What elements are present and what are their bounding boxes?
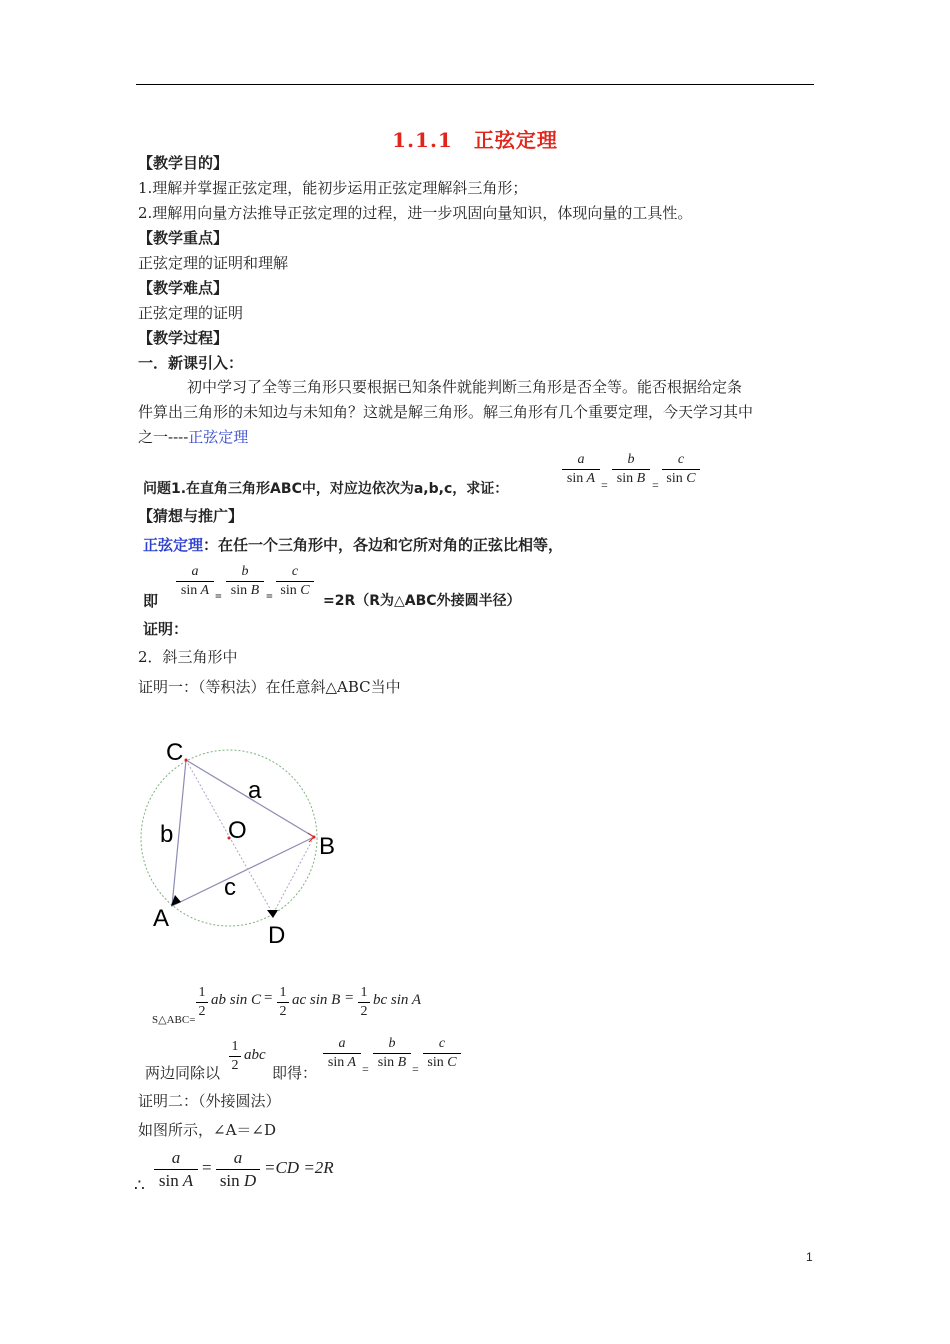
angle-letter: A [586,471,596,486]
page-title: 1.1.1 正弦定理 [392,128,558,152]
angle-letter: A [182,1171,194,1190]
equals-sign: = [345,990,354,1006]
intro-paragraph-line-1: 初中学习了全等三角形只要根据已知条件就能判断三角形是否全等。能否根据给定条 [187,378,743,396]
sin-label: sin [180,583,198,598]
fraction-c-over-sinC [662,452,700,487]
angle-letter: B [636,471,646,486]
sine-law-link-text: 正弦定理 [188,428,249,446]
ji-label: 即 [143,592,159,610]
fraction-one-half [196,985,208,1020]
point-c [185,759,188,762]
circumcircle-figure [140,730,340,950]
fraction-c-over-sinC [276,564,314,599]
numerator: 1 [231,1039,239,1054]
label-c: C [166,739,184,766]
angle-letter: C [447,1055,457,1070]
numerator: 1 [360,985,368,1000]
fraction-c-over-sinC [423,1036,461,1071]
angle-letter: A [347,1055,357,1070]
term-abc: abc [244,1047,266,1063]
numerator: b [388,1036,396,1051]
fraction-b-over-sinB [226,564,264,599]
theorem-text: ：在任一个三角形中，各边和它所对角的正弦比相等， [203,536,564,554]
fraction-b-over-sinB [373,1036,411,1071]
section-difficulty-heading: 【教学难点】 [138,279,229,297]
term-ac-sinB: ac sin B [292,992,341,1008]
fraction-a-over-sinA [562,452,600,487]
proof-one-heading: 证明一：（等积法）在任意斜△ABC当中 [138,678,401,696]
section-key-heading: 【教学重点】 [138,229,229,247]
divide-text: 两边同除以 [145,1064,221,1082]
guess-heading: 【猜想与推广】 [138,507,244,525]
numerator: b [241,564,249,579]
fraction-one-half [358,985,370,1020]
angle-letter: C [686,471,696,486]
fraction-a-over-sinA [176,564,214,599]
numerator: a [171,1148,181,1167]
angle-letter: B [250,583,260,598]
label-side-b: b [160,821,174,848]
sin-label: sin [230,583,248,598]
intro-paragraph-line-2: 件算出三角形的未知边与未知角？这就是解三角形。解三角形有几个重要定理，今天学习其中 [138,403,754,421]
fraction-b-over-sinB [612,452,650,487]
section-aim-heading: 【教学目的】 [138,154,229,172]
proof-two-heading: 证明二：（外接圆法） [138,1092,281,1110]
denominator: 2 [279,1004,287,1019]
section-process-heading: 【教学过程】 [138,329,229,347]
equals-sign: = [264,990,273,1006]
proof-heading: 证明： [143,620,189,638]
sin-label: sin [327,1055,345,1070]
denominator: 2 [198,1004,206,1019]
numerator: a [338,1036,346,1051]
denominator: 2 [231,1058,239,1073]
question-1: 问题1.在直角三角形ABC中，对应边依次为a,b,c，求证： [143,481,509,497]
cd-equals-2r: =CD =2R [264,1158,334,1177]
angle-letter: D [243,1171,257,1190]
area-label: S△ABC= [152,1014,196,1026]
numerator: c [291,564,299,579]
theorem-statement [143,534,563,555]
header-rule [136,84,814,85]
label-a: A [153,905,170,932]
angle-equality: 如图所示，∠A＝∠D [138,1121,276,1139]
equals-sign: = [266,589,273,603]
numerator: c [677,452,685,467]
theorem-name: 正弦定理 [143,536,204,554]
denominator: 2 [360,1004,368,1019]
sin-label: sin [566,471,584,486]
intro-paragraph-line-3 [138,426,248,447]
fraction-one-half [277,985,289,1020]
aim-item-2: 2.理解用向量方法推导正弦定理的过程，进一步巩固向量知识，体现向量的工具性。 [138,204,693,222]
aim-item-1: 1.理解并掌握正弦定理，能初步运用正弦定理解斜三角形； [138,179,528,197]
sin-label: sin [616,471,634,486]
therefore-symbol: ∴ [134,1176,145,1196]
page-number: 1 [806,1250,813,1264]
fraction-a-over-sinA [154,1148,198,1191]
oblique-heading: 2．斜三角形中 [138,648,238,666]
equals-sign: = [362,1062,369,1076]
difficulty-text: 正弦定理的证明 [138,304,244,322]
numerator: a [191,564,199,579]
angle-letter: C [300,583,310,598]
key-text: 正弦定理的证明和理解 [138,254,289,272]
equals-sign: = [652,478,659,492]
fraction-a-over-sinD [216,1148,260,1191]
circumradius-note: =2R（R为△ABC外接圆半径） [323,593,521,609]
term-bc-sinA: bc sin A [373,992,422,1008]
angle-letter: B [397,1055,407,1070]
sin-label: sin [377,1055,395,1070]
sin-label: sin [219,1171,240,1190]
label-side-a: a [248,777,262,804]
equals-sign: = [412,1062,419,1076]
segment-bd [273,837,314,914]
numerator: 1 [279,985,287,1000]
numerator: c [438,1036,446,1051]
intro-heading: 一．新课引入： [138,354,244,372]
label-b: B [319,833,336,860]
fraction-one-half [229,1039,241,1074]
intro-text-prefix: 之一---- [138,428,189,446]
label-side-c: c [224,874,236,901]
sin-label: sin [280,583,297,598]
angle-letter: A [200,583,210,598]
label-center-o: O [228,817,247,844]
result-label: 即得： [272,1064,318,1082]
numerator: 1 [198,985,206,1000]
sin-label: sin [427,1055,444,1070]
numerator: a [233,1148,243,1167]
equals-sign: = [215,589,222,603]
equals-sign: = [601,478,608,492]
numerator: a [577,452,585,467]
term-ab-sinC: ab sin C [211,992,262,1008]
fraction-a-over-sinA [323,1036,361,1071]
sin-label: sin [158,1171,179,1190]
numerator: b [627,452,635,467]
sin-label: sin [666,471,683,486]
label-d: D [268,922,286,949]
equals-sign: = [202,1158,212,1177]
